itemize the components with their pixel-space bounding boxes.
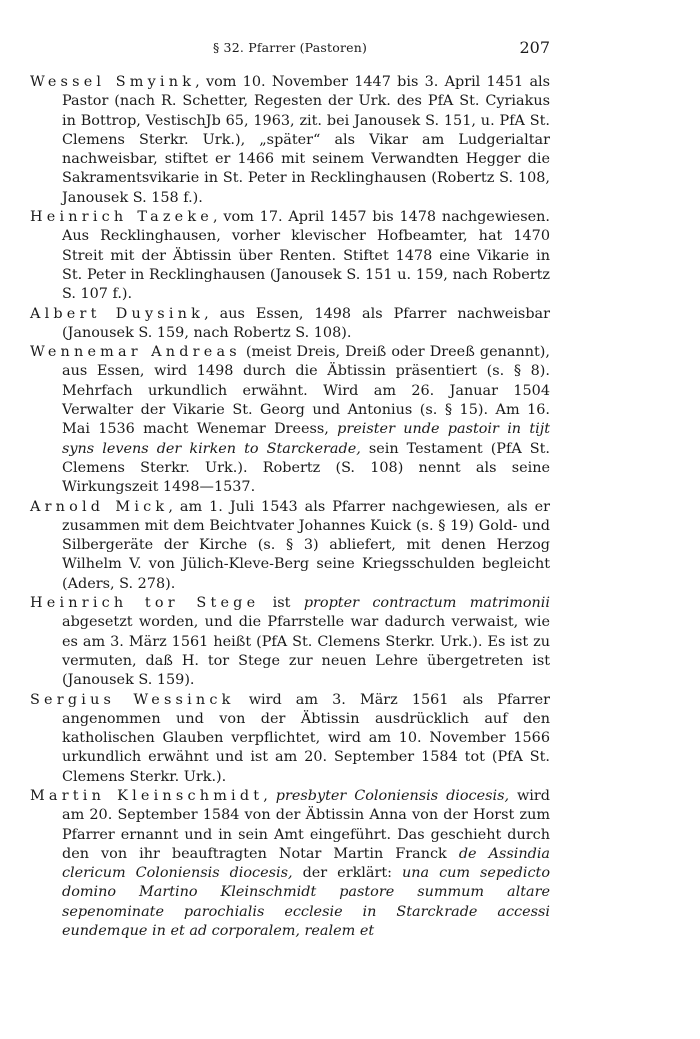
entry-quote: propter contractum matrimonii	[303, 595, 550, 612]
entry-text: , vom 17. April 1457 bis 1478 nachgewiesen. Aus Recklinghausen, vorher klevischer Hofbeamter, hat 1470 Streit mit der Äbtissin über Renten. Stiftet 1478 eine Vikarie in St. Peter in Recklinghausen (Janousek S. 151 u. 159, nach Robertz S. 107 f.).	[62, 209, 550, 303]
entry-name: Albert Duysink	[30, 305, 205, 322]
entry-name: Wennemar Andreas	[30, 344, 241, 361]
entry-name: Arnold Mick	[30, 498, 169, 515]
page-number: 207	[519, 38, 550, 57]
entry	[30, 594, 550, 690]
body-text	[30, 73, 550, 941]
running-header	[30, 40, 550, 60]
entry-name: Sergius Wessinck	[30, 691, 235, 708]
entry-text: wird am 20. September 1584 von der Äbtissin Anna von der Horst zum Pfarrer ernannt und in sein Amt eingeführt. Das geschieht durch den von ihr beauftragten Notar Martin Franck	[62, 787, 551, 862]
entry-text: ,	[263, 787, 276, 804]
entry-name: Heinrich Tazeke	[30, 209, 213, 226]
entry	[30, 787, 550, 941]
entry	[30, 691, 550, 787]
section-title: § 32. Pfarrer (Pastoren)	[212, 40, 368, 55]
entry	[30, 73, 550, 208]
entry-text: , am 1. Juli 1543 als Pfarrer nachgewiesen, als er zusammen mit dem Beichtvater Johannes Kuick (s. § 19) Gold- und Silbergeräte der Kirche (s. § 3) abliefert, mit denen Herzog Wilhelm V. von Jülich-Kleve-Berg seine Kriegsschulden begleicht (Aders, S. 278).	[62, 498, 550, 592]
entry-text: ist	[259, 595, 304, 612]
entry-text: , vom 10. November 1447 bis 3. April 1451 als Pastor (nach R. Schetter, Regesten der Urk. des PfA St. Cyriakus in Bottrop, VestischJb 65, 1963, zit. bei Janousek S. 151, u. PfA St. Clemens Sterkr. Urk.), „später“ als Vikar am Ludgerialtar nachweisbar, stiftet er 1466 mit seinem Verwandten Hegger die Sakramentsvikarie in St. Peter in Recklinghausen (Robertz S. 108, Janousek S. 158 f.).	[62, 74, 551, 206]
entry	[30, 305, 550, 344]
entry-text: sein Testament (PfA St. Clemens Sterkr. Urk.). Robertz (S. 108) nennt als seine Wirkungszeit 1498—1537.	[62, 440, 550, 496]
entry-quote: presbyter Coloniensis diocesis,	[275, 787, 510, 804]
entry-text: , aus Essen, 1498 als Pfarrer nachweisbar (Janousek S. 159, nach Robertz S. 108).	[62, 305, 550, 341]
entry	[30, 208, 550, 304]
entry-text: (meist Dreis, Dreiß oder Dreeß genannt), aus Essen, wird 1498 durch die Äbtissin präsentiert (s. § 8). Mehrfach urkundlich erwähnt. Wird am 26. Januar 1504 Verwalter der Vikarie St. Georg und Antonius (s. § 15). Am 16. Mai 1536 macht Wenemar Dreess,	[62, 344, 550, 438]
entry	[30, 498, 550, 594]
entry-quote: de Assindia clericum Coloniensis diocesis,	[62, 845, 551, 882]
entry-name: Heinrich tor Stege	[30, 595, 260, 612]
entry-text: abgesetzt worden, und die Pfarrstelle war dadurch verwaist, wie es am 3. März 1561 heißt (PfA St. Clemens Sterkr. Urk.). Es ist zu vermuten, daß H. tor Stege zur neuen Lehre übergetreten ist (Janousek S. 159).	[62, 614, 550, 689]
entry-name: Wessel Smyink	[30, 74, 196, 90]
entry-name: Martin Kleinschmidt	[30, 787, 264, 804]
entry-text: wird am 3. März 1561 als Pfarrer angenommen und von der Äbtissin ausdrücklich auf den katholischen Glauben verpflichtet, wird am 10. November 1566 urkundlich erwähnt und ist am 20. September 1584 tot (PfA St. Clemens Sterkr. Urk.).	[62, 691, 550, 785]
entry-quote: una cum sepedicto domino Martino Kleinschmidt pastore summum altare sepenominate parochialis ecclesie in Starckrade accessi eundemque in et ad corporalem, realem et	[62, 865, 550, 940]
entry	[30, 343, 550, 497]
entry-text: der erklärt:	[292, 865, 402, 882]
entry-quote: preister unde pastoir in tijt syns levens der kirken to Starckerade,	[62, 421, 550, 457]
